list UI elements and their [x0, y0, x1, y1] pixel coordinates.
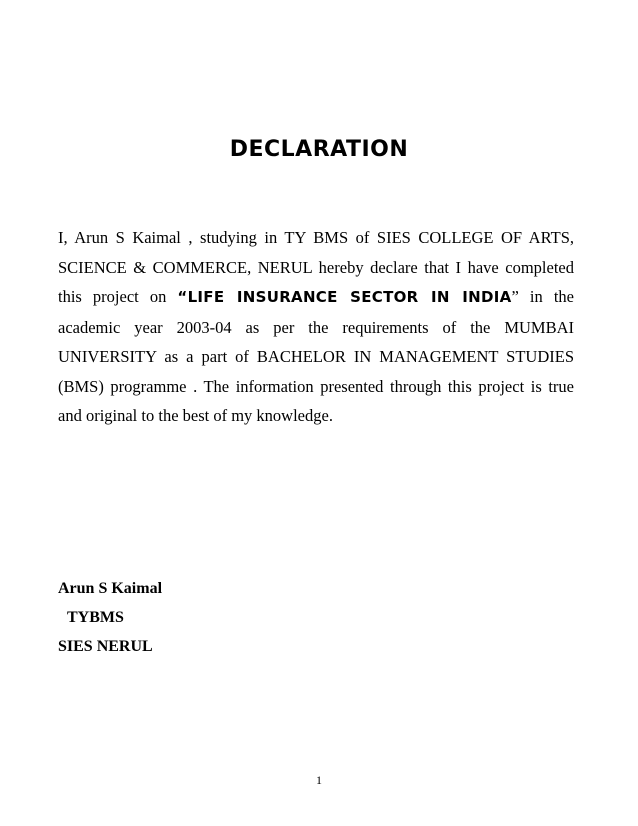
page-title: DECLARATION [229, 137, 409, 162]
signature-block [58, 574, 358, 661]
signature-class: TYBMS [67, 609, 124, 626]
project-name: “LIFE INSURANCE SECTOR IN INDIA [177, 288, 512, 306]
declaration-text-start: I, Arun S Kaimal , studying in TY BMS of SIES COLLEGE OF ARTS, SCIENCE & COMMERCE, NERUL hereby declare that I have completed this project on [58, 228, 574, 306]
declaration-paragraph [58, 223, 574, 431]
page-number: 1 [316, 773, 322, 787]
declaration-text-end: ” in the academic year 2003-04 as per the requirements of the MUMBAI UNIVERSITY as a part of BACHELOR IN MANAGEMENT STUDIES (BMS) programme . The information presented through this project is true and original to the best of my knowledge. [58, 287, 574, 425]
signature-institution: SIES NERUL [58, 638, 153, 655]
signature-name: Arun S Kaimal [58, 580, 163, 597]
